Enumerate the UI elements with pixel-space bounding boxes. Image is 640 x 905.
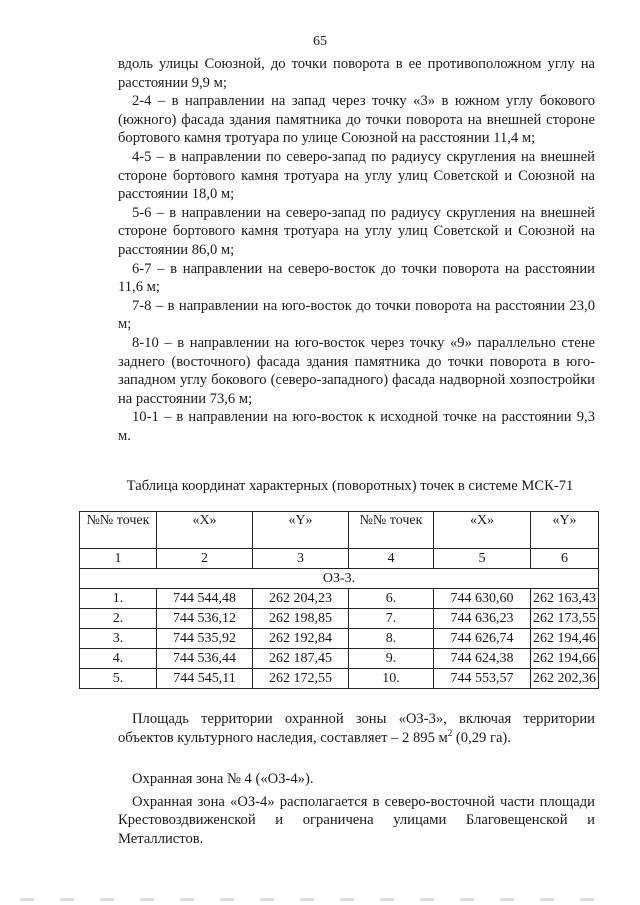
column-number: 3	[253, 549, 349, 569]
table-cell: 6.	[349, 589, 434, 609]
table-cell: 744 544,48	[157, 589, 253, 609]
table-cell: 262 198,85	[253, 609, 349, 629]
table-cell: 262 173,55	[531, 609, 599, 629]
table-cell: 262 172,55	[253, 669, 349, 689]
column-number: 1	[80, 549, 157, 569]
table-cell: 744 624,38	[434, 649, 531, 669]
table-cell: 262 163,43	[531, 589, 599, 609]
table-header-row	[80, 512, 599, 549]
table-cell: 1.	[80, 589, 157, 609]
zone-label: ОЗ-3.	[80, 569, 599, 589]
table-row	[80, 589, 599, 609]
area-text: Площадь территории охранной зоны «ОЗ-3», включая территории объектов культурного наследия, составляет – 2 895 м	[118, 711, 595, 746]
table-cell: 3.	[80, 629, 157, 649]
table-cell: 262 194,46	[531, 629, 599, 649]
table-cell: 2.	[80, 609, 157, 629]
area-tail: (0,29 га).	[452, 729, 511, 746]
body-paragraph: 10-1 – в направлении на юго-восток к исходной точке на расстоянии 9,3 м.	[118, 409, 595, 444]
coordinates-table	[79, 511, 599, 689]
header-cell: «X»	[434, 512, 531, 549]
area-paragraph	[118, 710, 595, 747]
table-cell: 262 187,45	[253, 649, 349, 669]
header-cell: «Y»	[253, 512, 349, 549]
table-row	[80, 669, 599, 689]
body-paragraph: 5-6 – в направлении на северо-запад по радиусу скругления на внешней стороне бортового камня тротуара на углу улиц Советской и Союзной на расстоянии 86,0 м;	[118, 204, 595, 258]
column-number: 4	[349, 549, 434, 569]
table-cell: 4.	[80, 649, 157, 669]
table-cell: 262 194,66	[531, 649, 599, 669]
body-paragraph: 7-8 – в направлении на юго-восток до точки поворота на расстоянии 23,0 м;	[118, 297, 595, 333]
table-cell: 262 202,36	[531, 669, 599, 689]
table-caption: Таблица координат характерных (поворотных) точек в системе МСК-71	[126, 478, 574, 494]
table-cell: 262 204,23	[253, 589, 349, 609]
zone-label-row	[80, 569, 599, 589]
body-text	[118, 55, 595, 445]
column-number: 6	[531, 549, 599, 569]
column-number: 5	[434, 549, 531, 569]
header-cell: №№ точек	[349, 512, 434, 549]
table-body	[80, 589, 599, 689]
table-cell: 744 545,11	[157, 669, 253, 689]
header-cell: №№ точек	[80, 512, 157, 549]
zone4-text: Охранная зона «ОЗ-4» располагается в северо-восточной части площади Крестовоздвиженской и ограничена улицами Благовещенской и Металлистов.	[118, 793, 595, 847]
table-cell: 744 636,23	[434, 609, 531, 629]
table-cell: 262 192,84	[253, 629, 349, 649]
table-cell: 744 536,12	[157, 609, 253, 629]
table-cell: 5.	[80, 669, 157, 689]
column-number-row	[80, 549, 599, 569]
header-cell: «X»	[157, 512, 253, 549]
column-number: 2	[157, 549, 253, 569]
table-cell: 744 553,57	[434, 669, 531, 689]
table-cell: 744 535,92	[157, 629, 253, 649]
table-cell: 9.	[349, 649, 434, 669]
table-cell: 744 630,60	[434, 589, 531, 609]
body-paragraph: 4-5 – в направлении по северо-запад по радиусу скругления на внешней стороне бортового камня тротуара на углу улиц Советской и Союзной на расстоянии 18,0 м;	[118, 148, 595, 203]
body-paragraph: 8-10 – в направлении на юго-восток через точку «9» параллельно стене заднего (восточного) фасада здания памятника до точки поворота в юго-западном углу бокового (северо-западного) фасада надворной хозпостройки на расстоянии 73,6 м;	[118, 334, 595, 407]
header-cell: «Y»	[531, 512, 599, 549]
table-cell: 7.	[349, 609, 434, 629]
body-paragraph: 6-7 – в направлении на северо-восток до точки поворота на расстоянии 11,6 м;	[118, 260, 595, 296]
scan-artifact	[20, 898, 620, 901]
table-cell: 8.	[349, 629, 434, 649]
table-row	[80, 649, 599, 669]
table-cell: 744 626,74	[434, 629, 531, 649]
area-sup: 2	[447, 727, 453, 738]
body-paragraph: 2-4 – в направлении на запад через точку «3» в южном углу бокового (южного) фасада здания памятника до точки поворота на внешней стороне бортового камня тротуара по улице Союзной на расстоянии 11,4 м;	[118, 93, 595, 147]
table-row	[80, 629, 599, 649]
body-paragraph: вдоль улицы Союзной, до точки поворота в ее противоположном углу на расстоянии 9,9 м;	[118, 56, 595, 91]
zone4-section	[118, 770, 595, 848]
table-row	[80, 609, 599, 629]
zone4-heading: Охранная зона № 4 («ОЗ-4»).	[132, 771, 314, 787]
table-cell: 744 536,44	[157, 649, 253, 669]
page-number: 65	[313, 34, 327, 49]
table-cell: 10.	[349, 669, 434, 689]
